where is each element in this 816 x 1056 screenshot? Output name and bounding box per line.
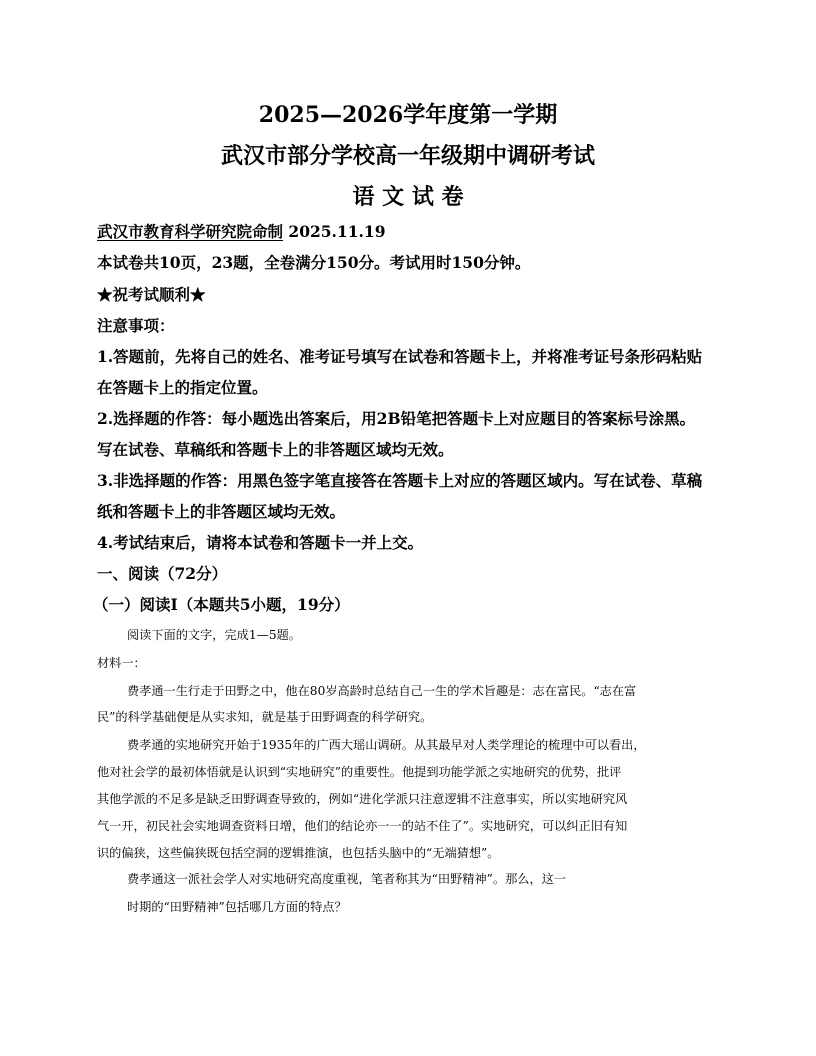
note-line: 3.非选择题的作答：用黑色签字笔直接答在答题卡上对应的答题区域内。写在试卷、草稿 [97,471,703,490]
passage-line: 他对社会学的最初体悟就是认识到“实地研究”的重要性。他提到功能学派之实地研究的优势，批评 [97,765,622,779]
note-line: 在答题卡上的指定位置。 [97,378,268,397]
note-line: 1.答题前，先将自己的姓名、准考证号填写在试卷和答题卡上，并将准考证号条形码粘贴 [97,347,703,366]
note-line: 2.选择题的作答：每小题选出答案后，用2B铅笔把答题卡上对应题目的答案标号涂黑。 [97,409,696,428]
source-line [97,221,727,243]
section-title: 一、阅读（72分） [97,564,228,583]
exam-summary: 本试卷共10页，23题，全卷满分150分。考试用时150分钟。 [97,253,531,272]
notes-heading: 注意事项： [97,316,175,335]
passage-line: 时期的“田野精神”包括哪几方面的特点？ [127,900,347,914]
passage-line: 气一开，初民社会实地调查资料日增，他们的结论亦一一的站不住了”。实地研究，可以纠正旧有知 [97,819,628,833]
exam-name-title: 武汉市部分学校高一年级期中调研考试 [220,143,595,169]
year-line-title: 2025—2026学年度第一学期 [258,102,558,128]
exam-date: 2025.11.19 [288,222,386,241]
passage-line: 其他学派的不足多是缺乏田野调查导致的，例如“进化学派只注意逻辑不注意事实，所以实地研究风 [97,792,628,806]
passage-line: 费孝通的实地研究开始于1935年的广西大瑶山调研。从其最早对人类学理论的梳理中可以看出， [127,738,646,752]
note-line: 纸和答题卡上的非答题区域均无效。 [97,502,346,521]
note-line: 写在试卷、草稿纸和答题卡上的非答题区域均无效。 [97,440,454,459]
passage-line: 费孝通这一派社会学人对实地研究高度重视，笔者称其为“田野精神”。那么，这一 [127,872,567,886]
section-subtitle: （一）阅读Ⅰ（本题共5小题，19分） [93,595,350,614]
blessing-line: ★祝考试顺利★ [97,285,206,304]
subject-title: 语 文 试 卷 [352,184,464,210]
source-org: 武汉市教育科学研究院命制 [97,222,284,241]
passage-line: 费孝通一生行走于田野之中，他在80岁高龄时总结自己一生的学术旨趣是：志在富民。“志在富 [127,684,637,698]
reading-instruction: 阅读下面的文字，完成1—5题。 [127,628,301,642]
passage-line: 识的偏狭，这些偏狭既包括空洞的逻辑推演，也包括头脑中的“无端猜想”。 [97,846,500,860]
passage-line: 民”的科学基础便是从实求知，就是基于田野调查的科学研究。 [97,710,433,724]
material-label: 材料一： [97,656,146,670]
note-line: 4.考试结束后，请将本试卷和答题卡一并上交。 [97,533,424,552]
